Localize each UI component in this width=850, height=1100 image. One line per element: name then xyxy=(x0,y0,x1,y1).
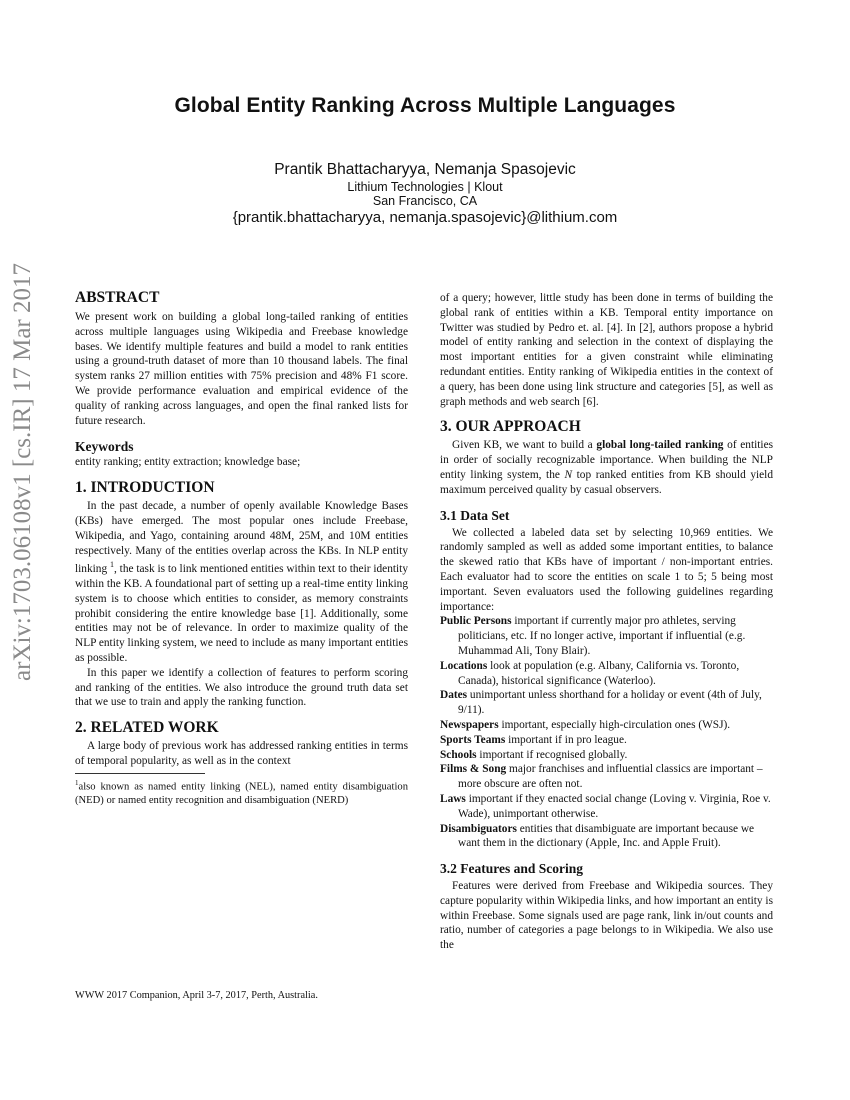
author-affiliation: Lithium Technologies | Klout xyxy=(347,180,503,194)
footnote-marker: 1 xyxy=(110,560,114,570)
guideline-desc: important if in pro league. xyxy=(505,733,627,746)
guideline-term: Locations xyxy=(440,659,488,672)
footnote-rule xyxy=(75,773,205,774)
footnote-text: also known as named entity linking (NEL), named entity disambiguation (NED) or named entity recognition and disambiguation (NERD) xyxy=(75,781,408,806)
approach-text-1: Given KB, we want to build a xyxy=(452,439,597,452)
guideline-item xyxy=(440,762,773,792)
introduction-p1-before: In the past decade, a number of openly available Knowledge Bases (KBs) have emerged. The most popular ones include Freebase, Wikipedia, and Yago, containing around 48M, 25M, and 10M entities respectively. Many of the entities overlap across the KBs. In NLP entity linking xyxy=(75,500,408,576)
abstract-text: We present work on building a global long-tailed ranking of entities across multiple languages using Wikipedia and Freebase knowledge bases. We identify multiple features and build a model to rank entities using a ground-truth dataset of more than 10 thousand labels. The final system ranks 27 million entities with 75% precision and 48% F1 score. We provide performance evaluation and empirical evidence of the quality of ranking across languages, and open the final ranked lists for future research. xyxy=(75,311,408,427)
keywords-heading: Keywords xyxy=(75,439,134,455)
guideline-desc: look at population (e.g. Albany, California vs. Toronto, Canada), historical significance (Waterloo). xyxy=(458,659,740,687)
introduction-p1-after: , the task is to link mentioned entities within text to their identity within the KB. A foundational part of setting up a real-time entity linking system is to choose which entities to consider, as memory constraints prohibit considering the entire knowledge base [1]. Additionally, some entities may not be of relevance. In order to maximize quality of the NLP entity linking system, we need to include as many important entities as possible. xyxy=(75,563,408,664)
author-block xyxy=(0,160,850,227)
guideline-item xyxy=(440,659,773,689)
guideline-desc: major franchises and influential classics are important – more obscure are often not. xyxy=(458,763,763,791)
footnote-number: 1 xyxy=(75,778,79,787)
guideline-term: Films & Song xyxy=(440,763,507,776)
guideline-desc: important, especially high-circulation ones (WSJ). xyxy=(498,718,731,731)
guideline-item xyxy=(440,822,773,852)
guideline-term: Disambiguators xyxy=(440,822,517,835)
right-column xyxy=(440,291,773,953)
related-work-continued: of a query; however, little study has been done in terms of building the global rank of entities within a KB. Temporal entity importance on Twitter was studied by Pedro et. al. [4]. In [2], authors propose a hybrid model of entity ranking and selection in the context of displaying the most important entities for a given constraint while eliminating redundant entities. Entity ranking of Wikipedia entities in the context of a query, has been done using link structure and categories [5], as well as graph methods and web search [6]. xyxy=(440,292,773,408)
guideline-term: Dates xyxy=(440,689,468,702)
guideline-item xyxy=(440,614,773,658)
guideline-item xyxy=(440,688,773,718)
introduction-heading: 1. INTRODUCTION xyxy=(75,479,215,497)
approach-text-3: top ranked entities from KB should yield maximum perceived quality by casual observers. xyxy=(440,468,773,496)
paper-title: Global Entity Ranking Across Multiple Languages xyxy=(174,94,676,117)
dataset-paragraph: We collected a labeled data set by selecting 10,969 entities. We randomly sampled as well as added some important entities, to balance the skewed ratio that KBs have of important / non-important entries. Each evaluator had to score the entities on scale 1 to 5; 5 being most important. Seven evaluators used the following guidelines regarding importance: xyxy=(440,526,773,613)
guideline-term: Laws xyxy=(440,792,466,805)
approach-heading: 3. OUR APPROACH xyxy=(440,418,581,436)
guideline-desc: important if they enacted social change (Loving v. Virginia, Roe v. Wade), unimportant otherwise. xyxy=(458,792,771,820)
author-location: San Francisco, CA xyxy=(372,194,478,208)
guideline-item xyxy=(440,748,773,763)
guideline-term: Newspapers xyxy=(440,718,499,731)
features-paragraph: Features were derived from Freebase and Wikipedia sources. They capture popularity within Wikipedia links, and how important an entity is within Freebase. Some signals used are page rank, link in/out counts and ratio, number of categories a page belongs to in Wikipedia. We also use the xyxy=(440,880,773,952)
keywords-text: entity ranking; entity extraction; knowledge base; xyxy=(75,456,301,469)
approach-text-2: of entities in order of socially recognizable importance. When building the NLP entity linking system, the xyxy=(440,439,774,481)
guideline-desc: important if recognised globally. xyxy=(476,748,628,761)
arxiv-stamp: arXiv:1703.06108v1 [cs.IR] 17 Mar 2017 xyxy=(9,263,36,681)
approach-paragraph xyxy=(440,438,773,497)
guideline-desc: important if currently major pro athletes, serving politicians, etc. If no longer active, important if influential (e.g. Muhammad Ali, Tony Blair). xyxy=(458,615,746,657)
related-work-heading: 2. RELATED WORK xyxy=(75,719,219,737)
guideline-term: Public Persons xyxy=(440,615,512,628)
guideline-desc: unimportant unless shorthand for a holiday or event (4th of July, 9/11). xyxy=(458,689,762,717)
dataset-heading: 3.1 Data Set xyxy=(440,507,510,523)
approach-n-symbol: N xyxy=(564,468,573,481)
introduction-paragraph-2: In this paper we identify a collection of features to perform scoring and ranking of the entities. We also introduce the ground truth data set that we use to train and apply the ranking function. xyxy=(75,666,408,709)
abstract-heading: ABSTRACT xyxy=(75,289,160,306)
author-names: Prantik Bhattacharyya, Nemanja Spasojevic xyxy=(274,161,576,178)
guideline-item xyxy=(440,733,773,748)
related-work-paragraph: A large body of previous work has addressed ranking entities in terms of temporal popularity, as well as in the context xyxy=(75,740,408,767)
guideline-item xyxy=(440,792,773,822)
guideline-desc: entities that disambiguate are important because we want them in the dictionary (Apple, Inc. and Apple Fruit). xyxy=(458,822,755,850)
left-column xyxy=(75,289,408,807)
guideline-term: Sports Teams xyxy=(440,733,506,746)
guideline-item xyxy=(440,718,773,733)
features-heading: 3.2 Features and Scoring xyxy=(440,861,584,877)
introduction-paragraph-1 xyxy=(75,499,408,666)
guideline-term: Schools xyxy=(440,748,477,761)
approach-bold-term: global long-tailed ranking xyxy=(596,439,724,452)
venue-footer: WWW 2017 Companion, April 3-7, 2017, Perth, Australia. xyxy=(75,990,318,1001)
guidelines-list xyxy=(440,614,773,851)
author-email: {prantik.bhattacharyya, nemanja.spasojevic}@lithium.com xyxy=(232,209,618,226)
footnote xyxy=(75,777,408,807)
